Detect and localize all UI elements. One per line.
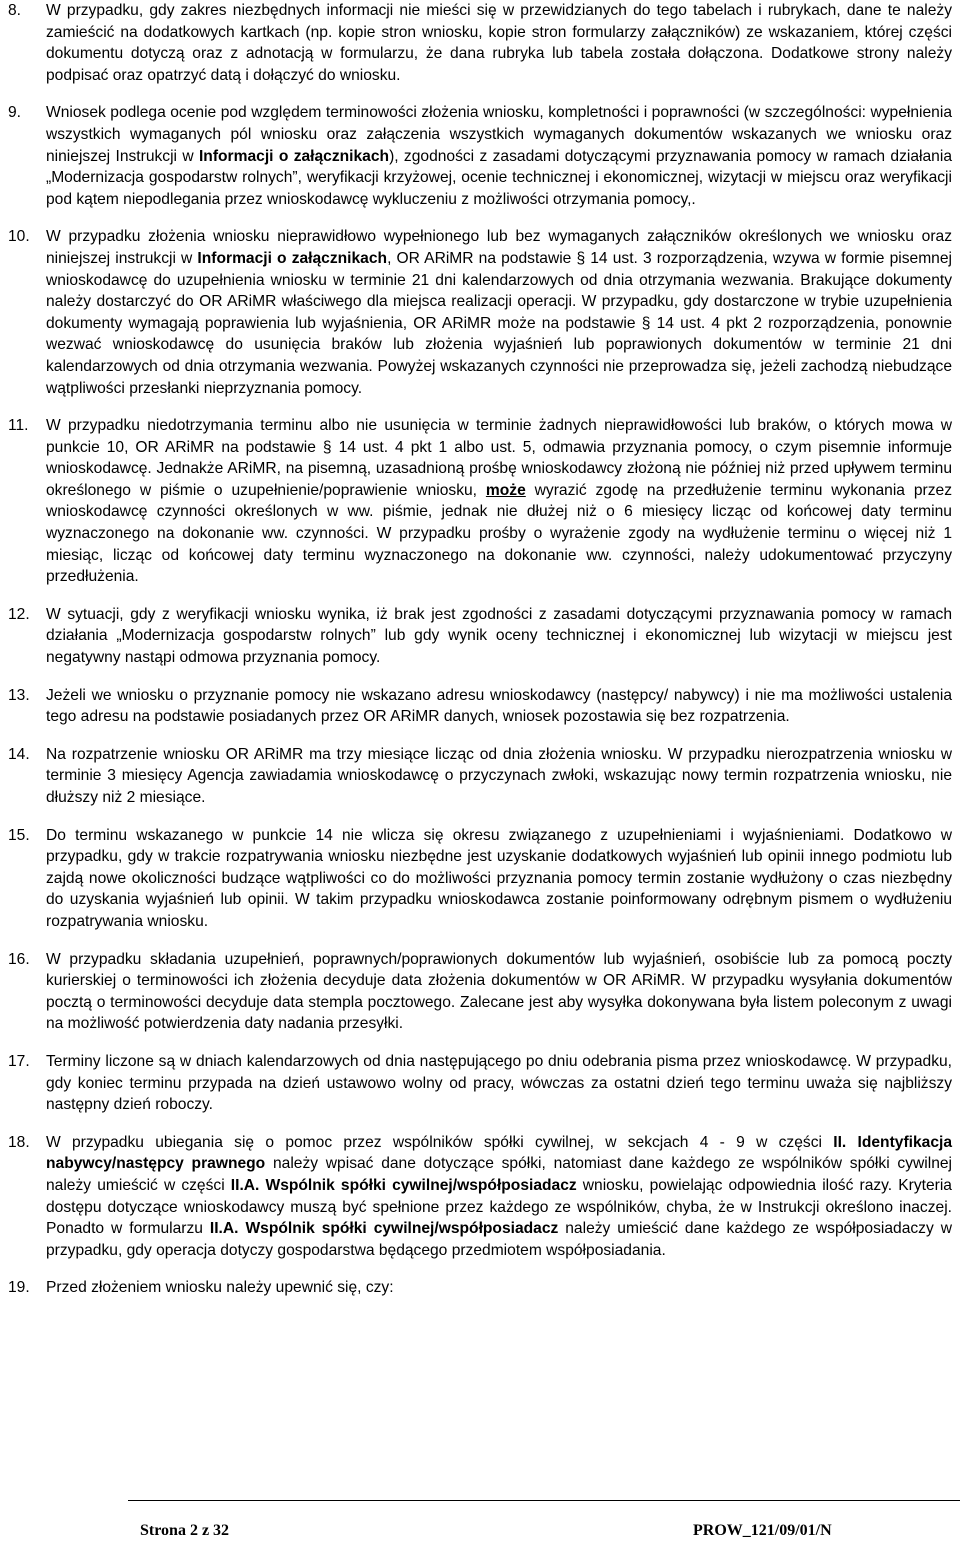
bold-text: Informacji o załącznikach (198, 147, 390, 165)
paragraph-text: należy umieścić dane każdego ze współposiadaczy w przypadku, gdy operacja dotyczy gospodarstwa będącego przedmiotem współposiadania. (46, 1220, 952, 1259)
paragraph-text: Przed złożeniem wniosku należy upewnić się, czy: (46, 1279, 394, 1297)
paragraph-number: 18. (8, 1133, 30, 1151)
paragraph-text: Wniosek podlega ocenie pod względem terminowości złożenia wniosku, kompletności i poprawności (w szczególności: wypełnienia wszystkich wymaganych pól wniosku oraz załączenia wszystkich wymaganych dokumentów wskazanych we wniosku oraz niniejszej Instrukcji w (46, 104, 952, 165)
paragraph-text: W przypadku złożenia wniosku nieprawidłowo wypełnionego lub bez wymaganych załączników określonych we wniosku oraz niniejszej instrukcji w (46, 228, 952, 267)
paragraph-text: Do terminu wskazanego w punkcie 14 nie wlicza się okresu związanego z uzupełnieniami i wyjaśnieniami. Dodatkowo w przypadku, gdy w trakcie rozpatrywania wniosku niezbędne jest uzyskanie dodatkowych wyjaśnień lub opinii innego podmiotu lub zajdą nowe okoliczności budzące wątpliwości co do możliwości przyznania pomocy termin zostanie wydłużony o czas niezbędny do uzyskania wyjaśnień lub opinii. W takim przypadku wnioskodawca zostanie poinformowany odrębnym pismem o wydłużeniu rozpatrywania wniosku. (46, 826, 952, 930)
paragraph-text: W przypadku ubiegania się o pomoc przez wspólników spółki cywilnej, w sekcjach 4 - 9 w części (46, 1133, 834, 1151)
numbered-paragraph (0, 949, 960, 1035)
bold-text (486, 482, 526, 499)
paragraph-number: 8. (8, 2, 22, 19)
paragraph-text: Jeżeli we wniosku o przyznanie pomocy nie wskazano adresu wnioskodawcy (następcy/ nabywcy) i nie ma możliwości ustalenia tego adresu na podstawie posiadanych przez OR ARiMR danych, wniosek pozostawia się bez rozpatrzenia. (46, 686, 952, 726)
numbered-paragraph (0, 744, 960, 809)
paragraph-text: wyrazić zgodę na przedłużenie terminu wykonania przez wnioskodawcę czynności określonych w ww. piśmie, jednak nie dłużej niż o 6 miesięcy licząc od końcowej daty terminu wyznaczonego na dokonanie ww. czynności. W przypadku prośby o wyrażenie zgody na wydłużenie terminu o więcej niż 1 miesiąc, licząc od końcowej daty terminu wyznaczonego na dokonanie ww. czynności, należy udokumentować przyczyny przedłużenia. (46, 481, 952, 586)
numbered-paragraph (0, 1277, 960, 1299)
paragraph-number: 16. (8, 950, 30, 968)
paragraph-text: Na rozpatrzenie wniosku OR ARiMR ma trzy miesiące licząc od dnia złożenia wniosku. W przypadku nierozpatrzenia wniosku w terminie 3 miesięcy Agencja zawiadamia wnioskodawcę o przyczynach zwłoki, wskazując nowy termin rozpatrzenia wniosku, nie dłuższy niż 2 miesiące. (46, 745, 952, 806)
emphasis-text: może (485, 481, 526, 499)
paragraph-number: 14. (8, 745, 30, 763)
paragraph-number: 9. (8, 104, 22, 122)
paragraph-text: Terminy liczone są w dniach kalendarzowych od dnia następującego po dniu odebrania pisma przez wnioskodawcę. W przypadku, gdy koniec terminu przypada na dzień ustawowo wolny od pracy, wówczas za ostatni dzień tego terminu uważa się najbliższy następny dzień roboczy. (46, 1052, 952, 1114)
paragraph-text: należy wpisać dane dotyczące spółki, natomiast dane każdego ze wspólników spółki cywilnej należy umieścić w części (46, 1155, 952, 1194)
numbered-paragraph (0, 415, 960, 588)
bold-text: Informacji o załącznikach (197, 249, 388, 267)
paragraph-text: W przypadku, gdy zakres niezbędnych informacji nie mieści się w przewidzianych do tego tabelach i rubrykach, dane te należy zamieścić na dodatkowych kartkach (np. kopie stron wniosku, kopie stron formularzy załączników) ze wskazaniem, której części dokumentu dotyczą oraz z adnotacją w formularzu, że dana rubryka lub tabela została dołączona. Dodatkowe strony należy podpisać oraz opatrzyć datą i dołączyć do wniosku. (46, 2, 952, 84)
paragraph-text: W przypadku składania uzupełnień, poprawnych/poprawionych dokumentów lub wyjaśnień, osobiście lub za pomocą poczty kurierskiej o terminowości ich złożenia decyduje data złożenia dokumentów w OR ARiMR. W przypadku wysyłania dokumentów pocztą o terminowości decyduje data stempla pocztowego. Zalecane jest aby wysyłka dokonywana była listem poleconym z uwagi na możliwość potwierdzenia daty nadania przesyłki. (46, 950, 952, 1033)
paragraph-text: ), zgodności z zasadami dotyczącymi przyznawania pomocy w ramach działania „Modernizacja gospodarstw rolnych”, weryfikacji krzyżowej, ocenie technicznej i ekonomicznej, wizytacji w miejscu oraz weryfikacji pod kątem niepodlegania przez wnioskodawcę wykluczeniu z możliwości otrzymania pomocy,. (46, 147, 952, 208)
bold-text: II. Identyfikacja nabywcy/następcy prawnego (46, 1133, 952, 1173)
footer-page-number: Strona 2 z 32 (140, 1522, 230, 1539)
paragraph-number: 10. (8, 228, 30, 246)
paragraph-number: 12. (8, 605, 30, 623)
paragraph-number: 17. (8, 1052, 30, 1070)
numbered-paragraph (0, 226, 960, 399)
numbered-paragraph (0, 685, 960, 728)
numbered-paragraph (0, 102, 960, 210)
footer-document-code: PROW_121/09/01/N (693, 1522, 832, 1539)
paragraph-number: 11. (8, 417, 29, 435)
paragraph-number: 13. (8, 686, 30, 704)
numbered-paragraph (0, 1132, 960, 1262)
numbered-paragraph (0, 1051, 960, 1116)
paragraph-number: 19. (8, 1279, 30, 1297)
bold-text: II.A. Wspólnik spółki cywilnej/współposiadacz (230, 1176, 577, 1194)
footer-rule (128, 1500, 960, 1501)
bold-text: II.A. Wspólnik spółki cywilnej/współposiadacz (209, 1220, 559, 1238)
numbered-paragraph (0, 0, 960, 86)
paragraph-number: 15. (8, 826, 30, 844)
paragraph-text: W sytuacji, gdy z weryfikacji wniosku wynika, iż brak jest zgodności z zasadami dotyczącymi przyznawania pomocy w ramach działania „Modernizacja gospodarstw rolnych” lub gdy wynik oceny technicznej i ekonomicznej lub wizytacji w miejscu jest negatywny nastąpi odmowa przyznania pomocy. (46, 605, 952, 667)
paragraph-text: W przypadku niedotrzymania terminu albo nie usunięcia w terminie żadnych nieprawidłowości lub braków, o których mowa w punkcie 10, OR ARiMR na podstawie § 14 ust. 4 pkt 1 albo ust. 5, odmawia przyznania pomocy, o czym pisemnie informuje wnioskodawcę. Jednakże ARiMR, na pisemną, uzasadnioną prośbę wnioskodawcy złożoną nie później niż przed upływem terminu określonego w piśmie o uzupełnienie/poprawienie wniosku, (46, 417, 952, 499)
numbered-paragraph (0, 825, 960, 933)
paragraph-text: wniosku, powielając odpowiednia ilość razy. Kryteria dostępu dotyczące wnioskodawcy muszą być spełnione przez każdego ze wspólników, chyba, że w Instrukcji określono inaczej. Ponadto w formularzu (46, 1176, 952, 1238)
paragraph-text: , OR ARiMR na podstawie § 14 ust. 3 rozporządzenia, wzywa w formie pisemnej wnioskodawcę do uzupełnienia wniosku w terminie 21 dni kalendarzowych od dnia otrzymania wezwania. Brakujące dokumenty należy dostarczyć do OR ARiMR właściwego dla miejsca realizacji operacji. W przypadku, gdy dostarczone w trybie uzupełnienia dokumenty wymagają poprawienia lub wyjaśnienia, OR ARiMR może na podstawie § 14 ust. 4 pkt 2 rozporządzenia, ponownie wezwać wnioskodawcę do usunięcia braków lub złożenia wyjaśnień lub poprawionych dokumentów w terminie 21 dni kalendarzowych od dnia otrzymania wezwania. Powyżej wskazanych czynności nie przeprowadza się, jeżeli zachodzą niebudzące wątpliwości przesłanki nieprzyznania pomocy. (46, 249, 952, 397)
numbered-paragraph (0, 604, 960, 669)
